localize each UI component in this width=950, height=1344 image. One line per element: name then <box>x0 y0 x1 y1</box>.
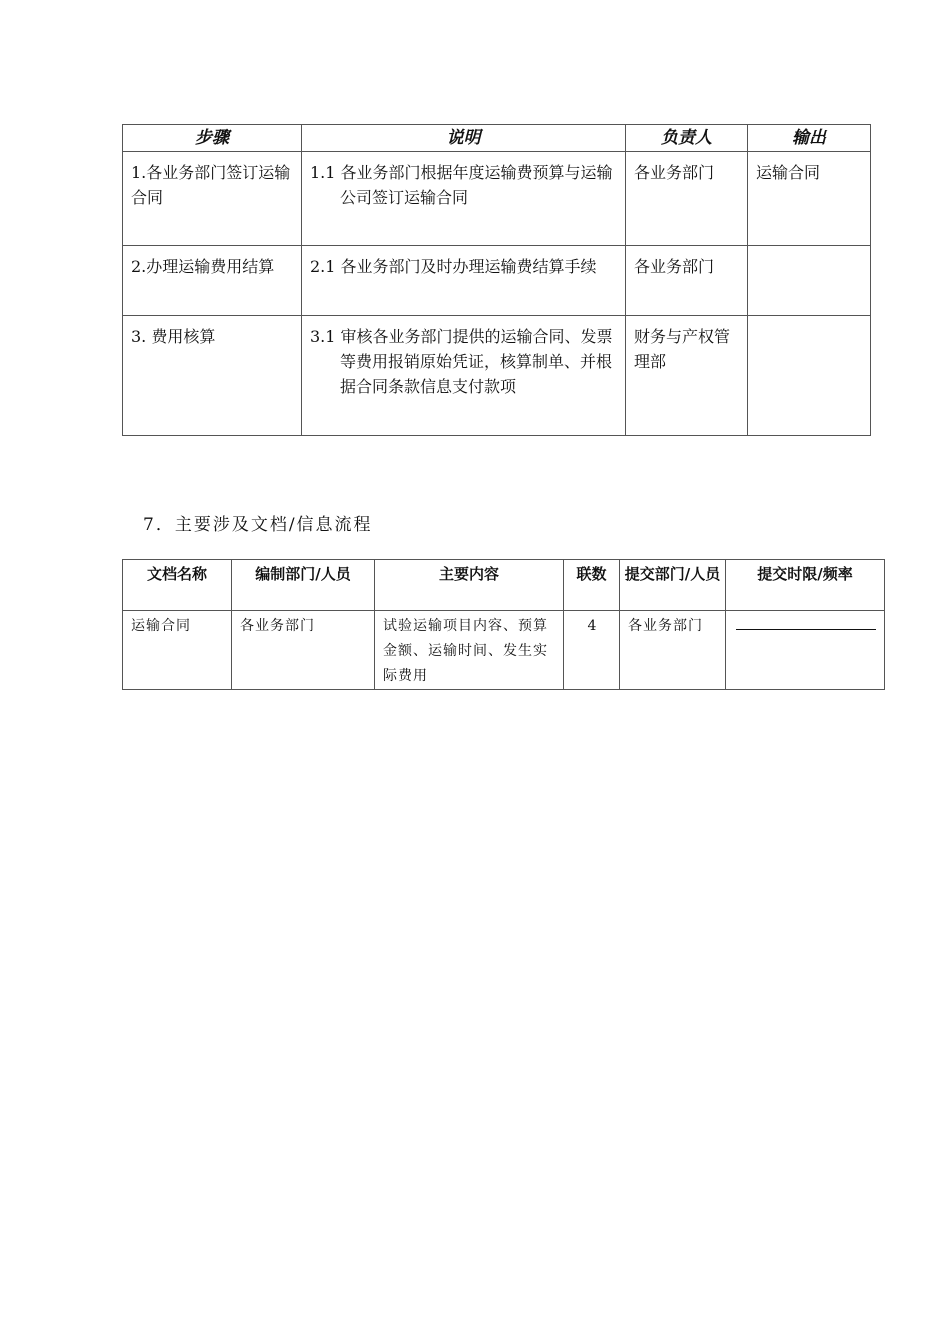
step-cell: 2.办理运输费用结算 <box>123 246 302 316</box>
header-output: 输出 <box>748 125 871 152</box>
header-main-content: 主要内容 <box>375 560 564 611</box>
process-table <box>122 124 871 436</box>
documents-table <box>122 559 885 690</box>
header-prepared-by: 编制部门/人员 <box>232 560 375 611</box>
owner-cell: 各业务部门 <box>626 246 748 316</box>
header-submit-dept: 提交部门/人员 <box>620 560 726 611</box>
description-cell <box>302 316 626 436</box>
process-header-row <box>123 125 871 152</box>
copies-cell: 4 <box>564 611 620 690</box>
header-description: 说明 <box>302 125 626 152</box>
prepared-by-cell: 各业务部门 <box>232 611 375 690</box>
table-row <box>123 246 871 316</box>
output-cell <box>748 316 871 436</box>
blank-line <box>736 629 876 630</box>
table-row <box>123 611 885 690</box>
header-copies: 联数 <box>564 560 620 611</box>
step-cell: 3. 费用核算 <box>123 316 302 436</box>
header-deadline: 提交时限/频率 <box>726 560 885 611</box>
deadline-cell <box>726 611 885 690</box>
description-text: 3.1 审核各业务部门提供的运输合同、发票等费用报销原始凭证，核算制单、并根据合同条款信息支付款项 <box>310 327 613 396</box>
description-cell <box>302 152 626 246</box>
main-content-cell: 试验运输项目内容、预算金额、运输时间、发生实际费用 <box>375 611 564 690</box>
doc-name-cell: 运输合同 <box>123 611 232 690</box>
header-owner: 负责人 <box>626 125 748 152</box>
output-cell: 运输合同 <box>748 152 871 246</box>
table-row <box>123 152 871 246</box>
description-text: 1.1 各业务部门根据年度运输费预算与运输公司签订运输合同 <box>310 163 613 207</box>
owner-cell: 财务与产权管理部 <box>626 316 748 436</box>
table-row <box>123 316 871 436</box>
output-cell <box>748 246 871 316</box>
step-cell: 1.各业务部门签订运输合同 <box>123 152 302 246</box>
header-doc-name: 文档名称 <box>123 560 232 611</box>
owner-cell: 各业务部门 <box>626 152 748 246</box>
submit-dept-cell: 各业务部门 <box>620 611 726 690</box>
section-heading: 7．主要涉及文档/信息流程 <box>143 515 373 535</box>
docs-header-row <box>123 560 885 611</box>
description-cell <box>302 246 626 316</box>
description-text: 2.1 各业务部门及时办理运输费结算手续 <box>310 257 597 276</box>
header-step: 步骤 <box>123 125 302 152</box>
